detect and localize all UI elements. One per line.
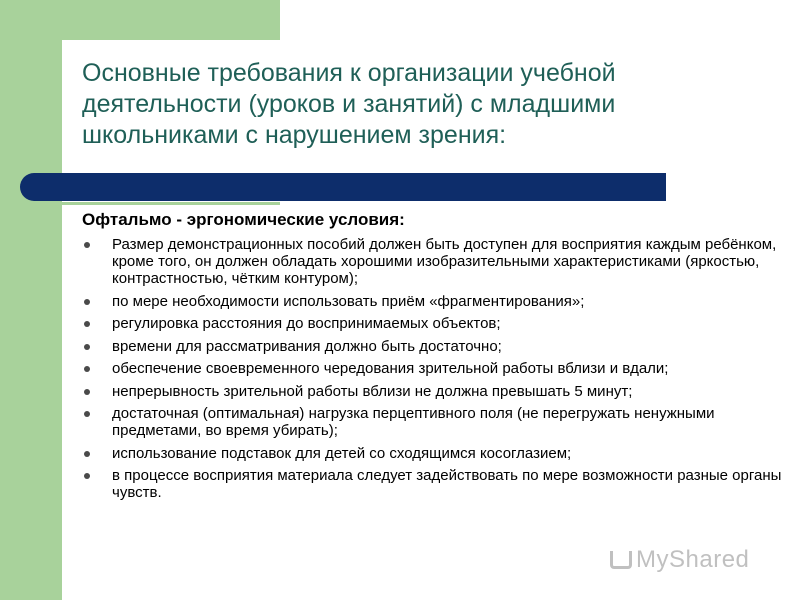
list-item — [80, 467, 795, 501]
list-item — [80, 383, 795, 400]
watermark-text: MyShared — [636, 546, 750, 573]
list-item-text: в процессе восприятия материала следует задействовать по мере возможности разные органы чувств. — [112, 467, 782, 501]
list-item — [80, 405, 795, 439]
list-item-text: использование подставок для детей со сходящимся косоглазием; — [112, 444, 572, 462]
bullet-icon — [84, 242, 90, 248]
list-item-text: непрерывность зрительной работы вблизи не должна превышать 5 минут; — [112, 382, 633, 400]
title-underline-bar — [20, 173, 666, 201]
watermark — [610, 546, 749, 574]
bullet-icon — [84, 451, 90, 457]
slide-content — [80, 210, 795, 507]
bullet-icon — [84, 411, 90, 417]
bullet-icon — [84, 366, 90, 372]
list-item-text: регулировка расстояния до воспринимаемых объектов; — [112, 315, 501, 332]
list-item-text: обеспечение своевременного чередования зрительной работы вблизи и вдали; — [112, 360, 669, 377]
side-strip — [0, 205, 62, 600]
bullet-icon — [84, 389, 90, 395]
list-item-text: Размер демонстрационных пособий должен быть доступен для восприятия каждым ребёнком, кроме того, он должен обладать хорошими изобразительными характеристиками (яркостью, контрастностью, чётким контуром); — [112, 236, 777, 287]
list-item — [80, 315, 795, 332]
bullet-icon — [84, 344, 90, 350]
cart-icon — [610, 551, 632, 569]
list-item — [80, 445, 795, 462]
list-item — [80, 360, 795, 377]
bullet-list — [80, 236, 795, 501]
list-item — [80, 236, 795, 287]
slide-title: Основные требования к организации учебной деятельности (уроков и занятий) с младшими школьниками с нарушением зрения: — [82, 59, 616, 149]
list-item — [80, 293, 795, 310]
bullet-icon — [84, 299, 90, 305]
bullet-icon — [84, 321, 90, 327]
list-item-text: достаточная (оптимальная) нагрузка перцептивного поля (не перегружать ненужными предметами, во время убирать); — [112, 405, 715, 439]
list-item — [80, 338, 795, 355]
bullet-icon — [84, 473, 90, 479]
slide-subtitle: Офтальмо - эргономические условия: — [82, 210, 405, 229]
list-item-text: по мере необходимости использовать приём «фрагментирования»; — [112, 292, 585, 310]
list-item-text: времени для рассматривания должно быть достаточно; — [112, 337, 502, 355]
